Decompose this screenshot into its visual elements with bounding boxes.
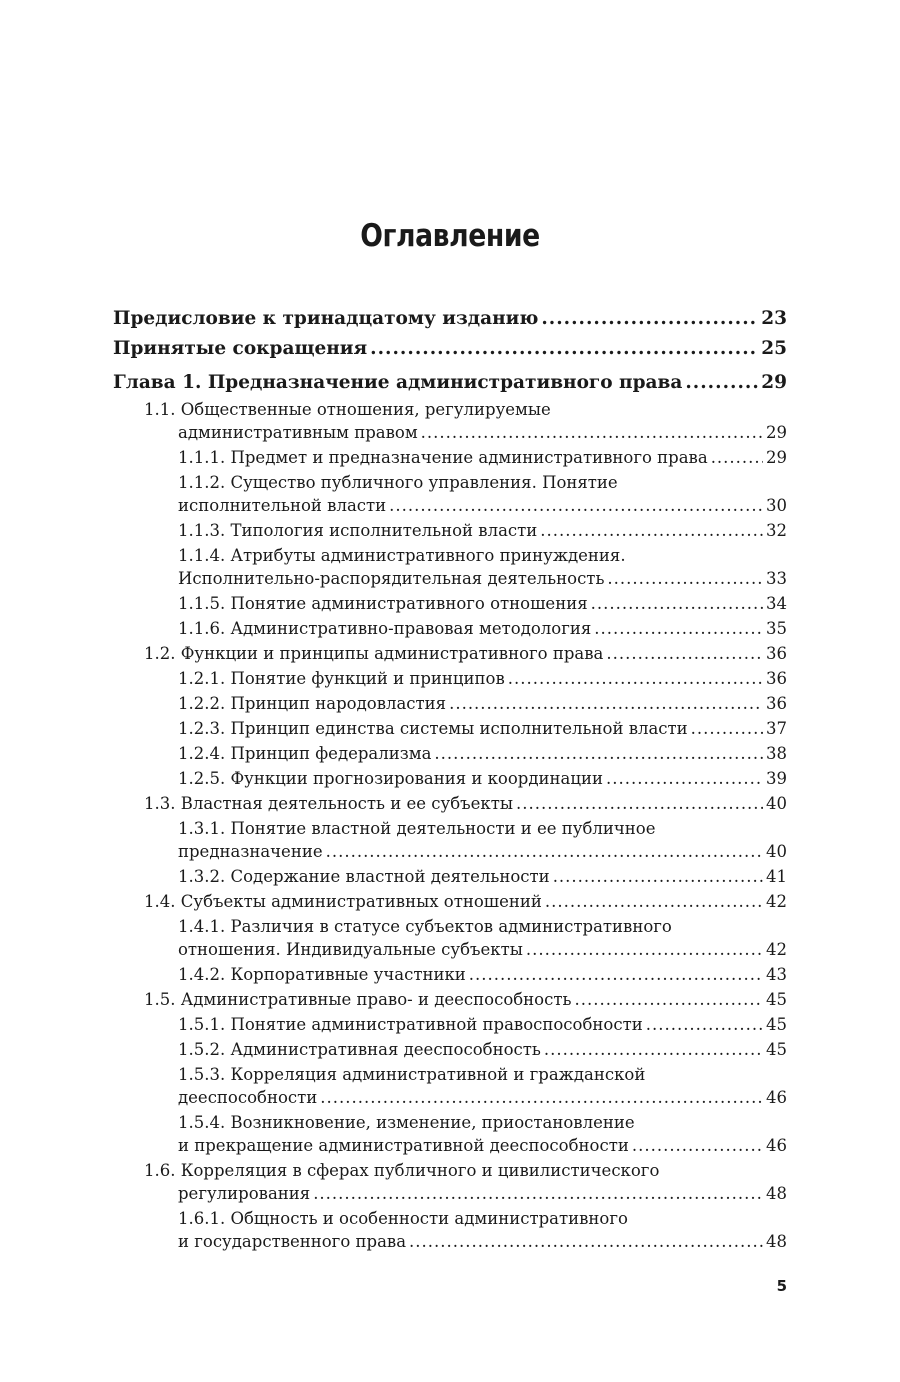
toc-entry-1-1-4 xyxy=(113,544,787,590)
toc-entry-title: 1.4. Субъекты административных отношений xyxy=(144,892,542,911)
toc-entry-title: 1.4.1. Различия в статусе субъектов административного xyxy=(178,917,672,936)
toc-entry-title: 1.5.1. Понятие административной правоспособности xyxy=(178,1015,643,1034)
toc-entry-1-2-5 xyxy=(113,767,787,790)
toc-page-number: 29 xyxy=(761,372,787,393)
toc-entry-1-2-2 xyxy=(113,692,787,715)
toc-page-number: 38 xyxy=(766,744,787,763)
toc-entry-title: Предисловие к тринадцатому изданию xyxy=(113,308,539,329)
toc-entry-title-cont: предназначение xyxy=(178,842,323,861)
toc-page-number: 29 xyxy=(766,423,787,442)
toc-entry-title-cont: исполнительной власти xyxy=(178,496,387,515)
toc-entry-1-3 xyxy=(113,792,787,815)
toc-page-number: 35 xyxy=(766,619,787,638)
toc-entry-title: 1.2.5. Функции прогнозирования и координации xyxy=(178,769,603,788)
toc-entry-1-4-2 xyxy=(113,963,787,986)
toc-entry-title: Принятые сокращения xyxy=(113,338,368,359)
toc-page-number: 46 xyxy=(766,1136,787,1155)
toc-entry-1-5-3 xyxy=(113,1063,787,1109)
toc-entry-1-4 xyxy=(113,890,787,913)
toc-entry-title-cont: и государственного права xyxy=(178,1232,407,1251)
toc-entry-title: 1.1.4. Атрибуты административного принуждения. xyxy=(178,546,626,565)
toc-entry-title-cont: Исполнительно-распорядительная деятельность xyxy=(178,569,605,588)
toc-entry-title: 1.2.3. Принцип единства системы исполнительной власти xyxy=(178,719,688,738)
toc-entry-1-1-5 xyxy=(113,592,787,615)
toc-page-number: 45 xyxy=(766,990,787,1009)
toc-page-number: 45 xyxy=(766,1015,787,1034)
toc-entry-title-cont: административным правом xyxy=(178,423,418,442)
toc-entry-title: 1.6.1. Общность и особенности административного xyxy=(178,1209,628,1228)
toc-page-number: 30 xyxy=(766,496,787,515)
toc-entry-title: 1.5.4. Возникновение, изменение, приостановление xyxy=(178,1113,635,1132)
toc-entry-1-5-4 xyxy=(113,1111,787,1157)
toc-entry-title: 1.3.1. Понятие властной деятельности и ее публичное xyxy=(178,819,656,838)
toc-page-number: 29 xyxy=(766,448,787,467)
toc-entry-title: 1.1.1. Предмет и предназначение административного права xyxy=(178,448,708,467)
toc-entry-title-cont: дееспособности xyxy=(178,1088,318,1107)
toc-entry-title: 1.4.2. Корпоративные участники xyxy=(178,965,466,984)
toc-entry-title: 1.2. Функции и принципы административного права xyxy=(144,644,604,663)
page-number: 5 xyxy=(776,1277,787,1295)
toc-entry-1-1-1 xyxy=(113,446,787,469)
toc-entry-preface xyxy=(113,306,787,332)
toc-entry-1-5-1 xyxy=(113,1013,787,1036)
toc-entry-title-cont: отношения. Индивидуальные субъекты xyxy=(178,940,523,959)
toc-entry-1-2-3 xyxy=(113,717,787,740)
toc-entry-title: 1.3. Властная деятельность и ее субъекты xyxy=(144,794,513,813)
toc-page-number: 34 xyxy=(766,594,787,613)
toc-page-number: 32 xyxy=(766,521,787,540)
toc-entry-1-1-3 xyxy=(113,519,787,542)
toc-entry-abbreviations xyxy=(113,336,787,362)
toc-entry-title: 1.1.2. Существо публичного управления. Понятие xyxy=(178,473,618,492)
toc-page-number: 36 xyxy=(766,694,787,713)
toc-entry-1-5-2 xyxy=(113,1038,787,1061)
toc-page-number: 37 xyxy=(766,719,787,738)
toc-page-number: 48 xyxy=(766,1184,787,1203)
toc-entry-1-2-4 xyxy=(113,742,787,765)
toc-page-number: 40 xyxy=(766,842,787,861)
toc-page-number: 23 xyxy=(761,308,787,329)
toc-page-number: 25 xyxy=(761,338,787,359)
toc-entry-title: 1.2.4. Принцип федерализма xyxy=(178,744,432,763)
toc-page-number: 42 xyxy=(766,892,787,911)
toc-entry-1-3-2 xyxy=(113,865,787,888)
toc-page-number: 46 xyxy=(766,1088,787,1107)
toc-entry-1-6-1 xyxy=(113,1207,787,1253)
toc-entry-1-2 xyxy=(113,642,787,665)
toc-entry-title: 1.1.3. Типология исполнительной власти xyxy=(178,521,538,540)
toc-entry-title: Глава 1. Предназначение административного права xyxy=(113,372,683,393)
toc-page-number: 45 xyxy=(766,1040,787,1059)
toc-entry-title: 1.3.2. Содержание властной деятельности xyxy=(178,867,550,886)
toc-entry-1-5 xyxy=(113,988,787,1011)
page-title: Оглавление xyxy=(360,218,540,254)
toc-entry-1-2-1 xyxy=(113,667,787,690)
table-of-contents xyxy=(113,306,787,1253)
toc-entry-title: 1.5. Административные право- и дееспособность xyxy=(144,990,572,1009)
toc-page-number: 48 xyxy=(766,1232,787,1251)
toc-entry-title: 1.1.6. Административно-правовая методология xyxy=(178,619,592,638)
toc-entry-title: 1.1.5. Понятие административного отношения xyxy=(178,594,588,613)
toc-entry-title: 1.5.3. Корреляция административной и гражданской xyxy=(178,1065,646,1084)
toc-page-number: 41 xyxy=(766,867,787,886)
toc-entry-1-1 xyxy=(113,398,787,444)
toc-page-number: 36 xyxy=(766,644,787,663)
toc-entry-1-1-6 xyxy=(113,617,787,640)
toc-entry-1-6 xyxy=(113,1159,787,1205)
toc-page-number: 43 xyxy=(766,965,787,984)
toc-page-number: 33 xyxy=(766,569,787,588)
toc-entry-title: 1.6. Корреляция в сферах публичного и цивилистического xyxy=(144,1161,660,1180)
toc-page-number: 39 xyxy=(766,769,787,788)
toc-page-number: 42 xyxy=(766,940,787,959)
toc-entry-title: 1.5.2. Административная дееспособность xyxy=(178,1040,541,1059)
toc-entry-title: 1.2.1. Понятие функций и принципов xyxy=(178,669,505,688)
toc-entry-title: 1.2.2. Принцип народовластия xyxy=(178,694,447,713)
toc-entry-title-cont: и прекращение административной дееспособности xyxy=(178,1136,629,1155)
toc-page-number: 36 xyxy=(766,669,787,688)
toc-entry-title-cont: регулирования xyxy=(178,1184,311,1203)
toc-entry-1-1-2 xyxy=(113,471,787,517)
toc-entry-title: 1.1. Общественные отношения, регулируемые xyxy=(144,400,551,419)
toc-entry-chapter-1 xyxy=(113,370,787,396)
toc-page-number: 40 xyxy=(766,794,787,813)
toc-entry-1-4-1 xyxy=(113,915,787,961)
toc-entry-1-3-1 xyxy=(113,817,787,863)
